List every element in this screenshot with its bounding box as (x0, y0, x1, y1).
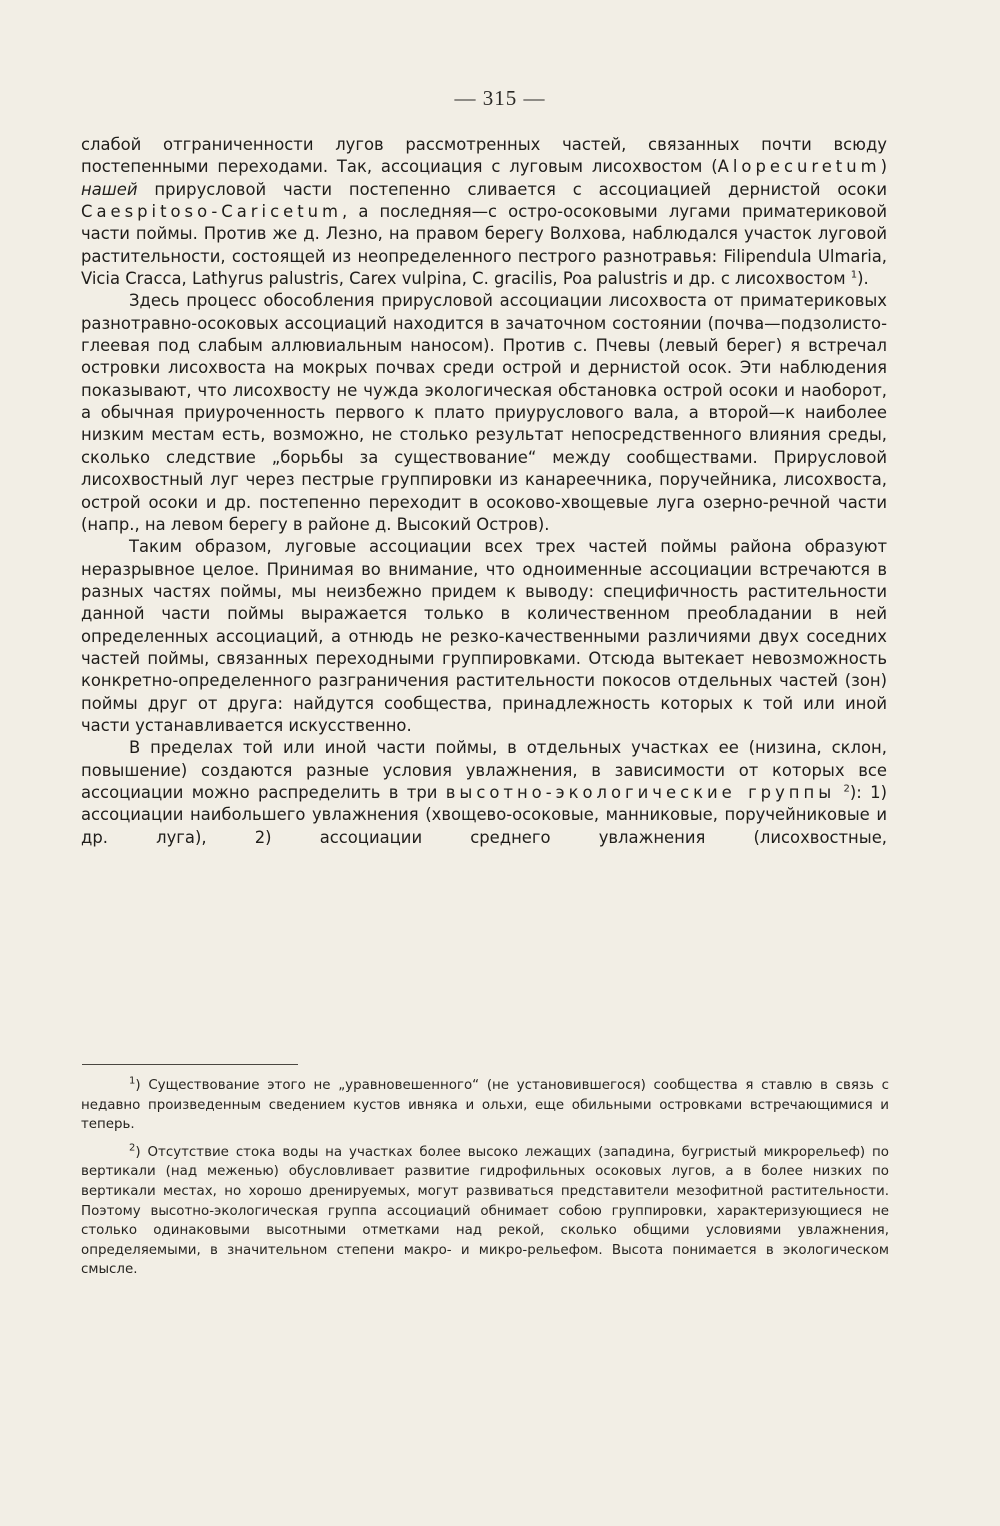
text-spaced: Caespitoso-Caricetum (81, 202, 342, 222)
text-run: слабой отграниченности лугов рассмотренных частей, связанных почти всюду постепенными переходами. Так, ассоциация с луговым лисохвостом ( (81, 135, 887, 177)
text-sup: 2 (843, 783, 850, 795)
footnote-divider (82, 1064, 298, 1065)
text-spaced: высотно-экологические группы (445, 782, 836, 802)
paragraph-2 (81, 290, 887, 536)
paragraph-4 (81, 737, 887, 849)
text-run: ) Отсутствие стока воды на участках более высоко лежащих (западина, бугристый микрорельеф) по вертикали (над меженью) обусловливает развитие гидрофильных осоковых лугов, а в более низких по вертикали местах, но хорошо дренируемых, могут развиваться представители мезофитной растительности. Поэтому высотно-экологическая группа ассоциаций обнимает собою группировки, характеризующиеся не столько одинаковыми высотными отметками над рекой, сколько общими условиями увлажнения, определяемыми, в значительном степени макро- и микро-рельефом. Высота понимается в экологическом смысле. (81, 1144, 889, 1278)
text-run (835, 783, 843, 802)
text-run: ): 1) ассоциации наибольшего увлажнения (хвощево-осоковые, манниковые, поручейниковые и др. луга), 2) ассоциации среднего увлажнения (лисохвостные, (81, 782, 887, 847)
text-run: прирусловой части постепенно сливается с ассоциацией дернистой осоки (137, 179, 887, 199)
text-run: ). (857, 269, 869, 289)
text-run: , а последняя—с остро-осоковыми лугами приматериковой части поймы. Против же д. Лезно, на правом берегу Волхова, наблюдался участок луговой растительности, состоящей из неопределенного пестрого разнотравья: Filipendula Ulmaria, Vicia Cracca, Lathyrus palustris, Carex vulpina, C. gracilis, Poa palustris и др. с лисохвостом (81, 202, 887, 289)
paragraph-3 (81, 536, 887, 737)
text-run: В пределах той или иной части поймы, в отдельных участках ее (низина, склон, повышение) создаются разные условия увлажнения, в зависимости от которых все ассоциации можно распределить в три (81, 738, 887, 802)
text-run: Здесь процесс обособления прирусловой ассоциации лисохвоста от приматериковых разнотравно-осоковых ассоциаций находится в зачаточном состоянии (почва—подзолисто-глеевая под слабым аллювиальным наносом). Против с. Пчевы (левый берег) я встречал островки лисохвоста на мокрых почвах среди острой и дернистой осок. Эти наблюдения показывают, что лисохвосту не чужда экологическая обстановка острой осоки и наоборот, а обычная приуроченность первого к плато приуруслового вала, а второй—к наиболее низким местам есть, возможно, не столько результат непосредственного влияния среды, сколько следствие „борьбы за существование“ между сообществами. Прирусловой лисохвостный луг через пестрые группировки из канареечника, поручейника, лисохвоста, острой осоки и др. постепенно переходит в осоково-хвощевые луга озерно-речной части (напр., на левом берегу в районе д. Высокий Остров). (81, 291, 887, 534)
footnote-2 (81, 1143, 889, 1280)
text-run: ) (880, 157, 887, 177)
text-run: Таким образом, луговые ассоциации всех трех частей поймы района образуют неразрывное целое. Принимая во внимание, что одноименные ассоциации встречаются в разных частях поймы, мы неизбежно придем к выводу: специфичность растительности данной части поймы выражается только в количественном преобладании в ней определенных ассоциаций, а отнюдь не резко-качественными различиями двух соседних частей поймы, связанных переходными группировками. Отсюда вытекает невозможность конкретно-определенного разграничения растительности покосов отдельных частей (зон) поймы друг от друга: найдутся сообщества, принадлежность которых к той или иной части устанавливается искусственно. (81, 537, 887, 735)
text-sup: 2 (129, 1142, 136, 1154)
text-spaced: Alopecuretum (717, 157, 881, 177)
main-text (81, 134, 887, 849)
footnote-1 (81, 1076, 889, 1135)
footnotes (81, 1076, 889, 1288)
text-sup: 1 (129, 1075, 136, 1087)
text-sup: 1 (850, 269, 858, 281)
text-italic: нашей (81, 179, 138, 199)
paragraph-1 (81, 134, 887, 290)
text-run: ) Существование этого не „уравновешенного“ (не установившегося) сообщества я ставлю в связь с недавно произведенным сведением кустов ивняка и ольхи, еще обильными островками встречающимися и теперь. (81, 1078, 889, 1133)
page-number: — 315 — (454, 86, 546, 110)
